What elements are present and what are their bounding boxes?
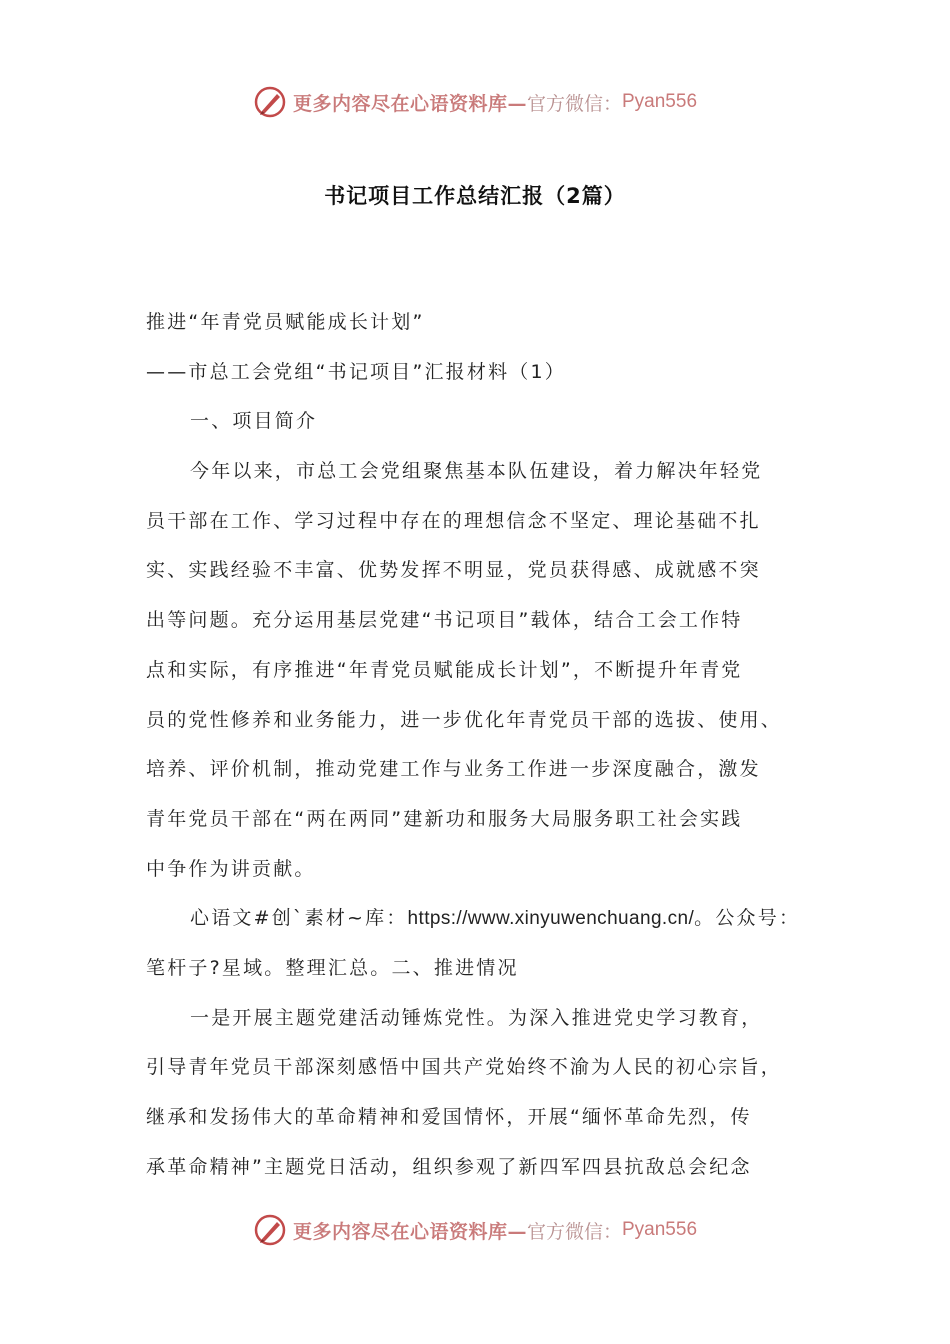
paragraph-line: 继承和发扬伟大的革命精神和爱国情怀，开展“缅怀革命先烈，传	[146, 1106, 752, 1128]
paragraph-line: 点和实际，有序推进“年青党员赋能成长计划”，不断提升年青党	[146, 658, 743, 681]
document-title: 书记项目工作总结汇报（2篇）	[324, 184, 626, 208]
paragraph-line: 引导青年党员干部深刻感悟中国共产党始终不渝为人民的初心宗旨，	[146, 1056, 783, 1079]
document-body	[146, 298, 806, 1192]
paragraph-line: 中争作为讲贡献。	[146, 857, 316, 880]
paragraph-line: 实、实践经验不丰富、优势发挥不明显，党员获得感、成就感不突	[146, 559, 761, 582]
banner-wechat-label: 官方微信：	[526, 1220, 622, 1243]
header-banner	[0, 80, 950, 124]
paragraph-line: 承革命精神”主题党日活动，组织参观了新四军四县抗敌总会纪念	[146, 1155, 752, 1178]
source-suffix: 。公众号：	[694, 907, 801, 930]
banner-wechat-id: Pyan556	[622, 1219, 698, 1240]
paragraph-line: 一是开展主题党建活动锤炼党性。为深入推进党史学习教育，	[190, 1006, 763, 1029]
banner-text: 更多内容尽在心语资料库—	[292, 1220, 527, 1243]
paragraph-line: 笔杆子?星域。整理汇总。二、推进情况	[146, 956, 519, 979]
banner-wechat-id: Pyan556	[622, 91, 698, 112]
paragraph-line: 员干部在工作、学习过程中存在的理想信念不坚定、理论基础不扎	[146, 509, 761, 532]
paragraph-line	[146, 894, 806, 944]
source-url: https://www.xinyuwenchuang.cn/	[407, 908, 695, 930]
paragraph-line: 今年以来，市总工会党组聚焦基本队伍建设，着力解决年轻党	[190, 460, 763, 483]
section-heading: 一、项目简介	[190, 410, 318, 433]
banner-wechat-label: 官方微信：	[526, 92, 622, 115]
paragraph-line: 出等问题。充分运用基层党建“书记项目”载体，结合工会工作特	[146, 609, 743, 632]
paragraph-line: 员的党性修养和业务能力，进一步优化年青党员干部的选拔、使用、	[146, 708, 783, 731]
source-label: 心语文#创`素材~库：	[190, 907, 408, 930]
paragraph-line: ——市总工会党组“书记项目”汇报材料（1）	[146, 360, 566, 383]
paragraph-line: 培养、评价机制，推动党建工作与业务工作进一步深度融合，激发	[146, 758, 761, 781]
pen-logo-icon	[253, 1213, 287, 1247]
pen-logo-icon	[253, 85, 287, 119]
paragraph-line: 青年党员干部在“两在两同”建新功和服务大局服务职工社会实践	[146, 807, 743, 830]
banner-text: 更多内容尽在心语资料库—	[292, 92, 527, 115]
paragraph-line: 推进“年青党员赋能成长计划”	[146, 311, 425, 333]
footer-banner	[0, 1208, 950, 1252]
